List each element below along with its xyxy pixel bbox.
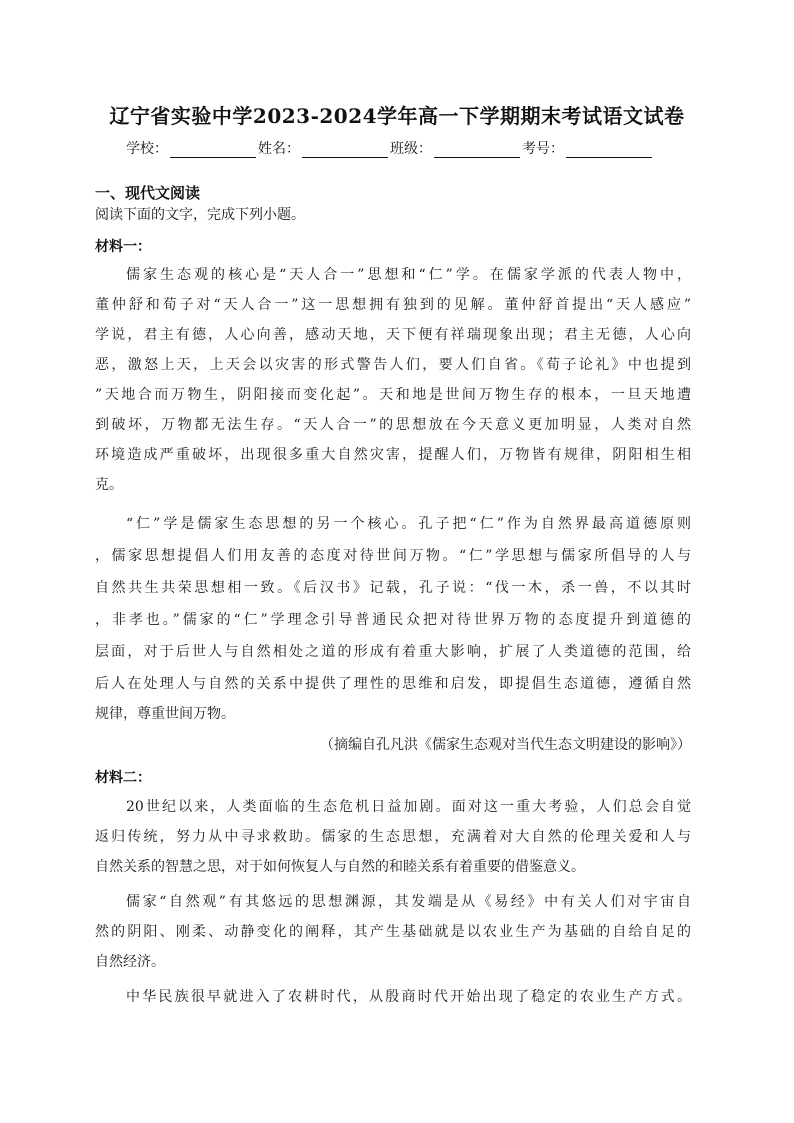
student-info-row: [126, 136, 654, 158]
section-heading: 一、现代文阅读: [95, 184, 201, 202]
text-line: 董仲舒和荀子对“天人合一”这一思想拥有独到的见解。董仲舒首提出“天人感应”: [95, 297, 691, 313]
class-label: 班级：: [390, 141, 432, 157]
text-line: 自然经济。: [95, 954, 165, 970]
exam-number-blank: [566, 141, 652, 158]
text-line: 恶，激怒上天，上天会以灾害的形式警告人们，要人们自省。《荀子论礼》中也提到: [95, 357, 691, 373]
text-line: 学说，君主有德，人心向善，感动天地，天下便有祥瑞现象出现；君主无德，人心向: [95, 327, 691, 343]
text-line: 环境造成严重破坏，出现很多重大自然灾害，提醒人们，万物皆有规律，阴阳相生相: [95, 447, 691, 463]
section-instruction: 阅读下面的文字，完成下列小题。: [95, 207, 305, 223]
text-line: 儒家生态观的核心是“天人合一”思想和“仁”学。在儒家学派的代表人物中，: [126, 267, 691, 283]
text-line: ”天地合而万物生，阴阳接而变化起”。天和地是世间万物生存的根本，一旦天地遭: [95, 387, 691, 403]
text-line: “仁”学是儒家生态思想的另一个核心。孔子把“仁”作为自然界最高道德原则: [126, 516, 691, 532]
material-2-label: 材料二：: [95, 770, 151, 786]
text-line: 到破坏，万物都无法生存。“天人合一”的思想放在今天意义更加明显，人类对自然: [95, 417, 691, 433]
school-label: 学校：: [126, 141, 168, 157]
exam-number-label: 考号：: [522, 141, 564, 157]
school-blank: [170, 141, 256, 158]
text-line: 自然共生共荣思想相一致。《后汉书》记载，孔子说：“伐一木，杀一兽，不以其时: [95, 580, 691, 596]
exam-title: 辽宁省实验中学2023-2024学年高一下学期期末考试语文试卷: [109, 104, 685, 128]
text-line: 20世纪以来，人类面临的生态危机日益加剧。面对这一重大考验，人们总会自觉: [126, 799, 691, 815]
material-1-label: 材料一：: [95, 239, 151, 255]
class-blank: [434, 141, 520, 158]
text-line: 层面，对于后世人与自然相处之道的形成有着重大影响，扩展了人类道德的范围，给: [95, 644, 691, 660]
text-line: ，非孝也。”儒家的“仁”学理念引导普通民众把对待世界万物的态度提升到道德的: [95, 612, 691, 628]
text-line: 儒家“自然观”有其悠远的思想渊源，其发端是从《易经》中有关人们对宇宙自: [126, 894, 691, 910]
text-line: 中华民族很早就进入了农耕时代，从殷商时代开始出现了稳定的农业生产方式。: [126, 989, 691, 1005]
name-blank: [302, 141, 388, 158]
text-line: 自然关系的智慧之思，对于如何恢复人与自然的和睦关系有着重要的借鉴意义。: [95, 859, 585, 875]
text-line: ，儒家思想提倡人们用友善的态度对待世间万物。“仁”学思想与儒家所倡导的人与: [95, 548, 691, 564]
name-label: 姓名：: [258, 141, 300, 157]
text-line: 克。: [95, 477, 123, 493]
text-line: 然的阴阳、刚柔、动静变化的阐释，其产生基础就是以农业生产为基础的自给自足的: [95, 924, 691, 940]
text-line: 规律，尊重世间万物。: [95, 706, 235, 722]
source-citation: （摘编自孔凡洪《儒家生态观对当代生态文明建设的影响》）: [320, 737, 691, 753]
text-line: 返归传统，努力从中寻求救助。儒家的生态思想，充满着对大自然的伦理关爱和人与: [95, 829, 691, 845]
text-line: 后人在处理人与自然的关系中提供了理性的思维和启发，即提倡生态道德，遵循自然: [95, 676, 691, 692]
